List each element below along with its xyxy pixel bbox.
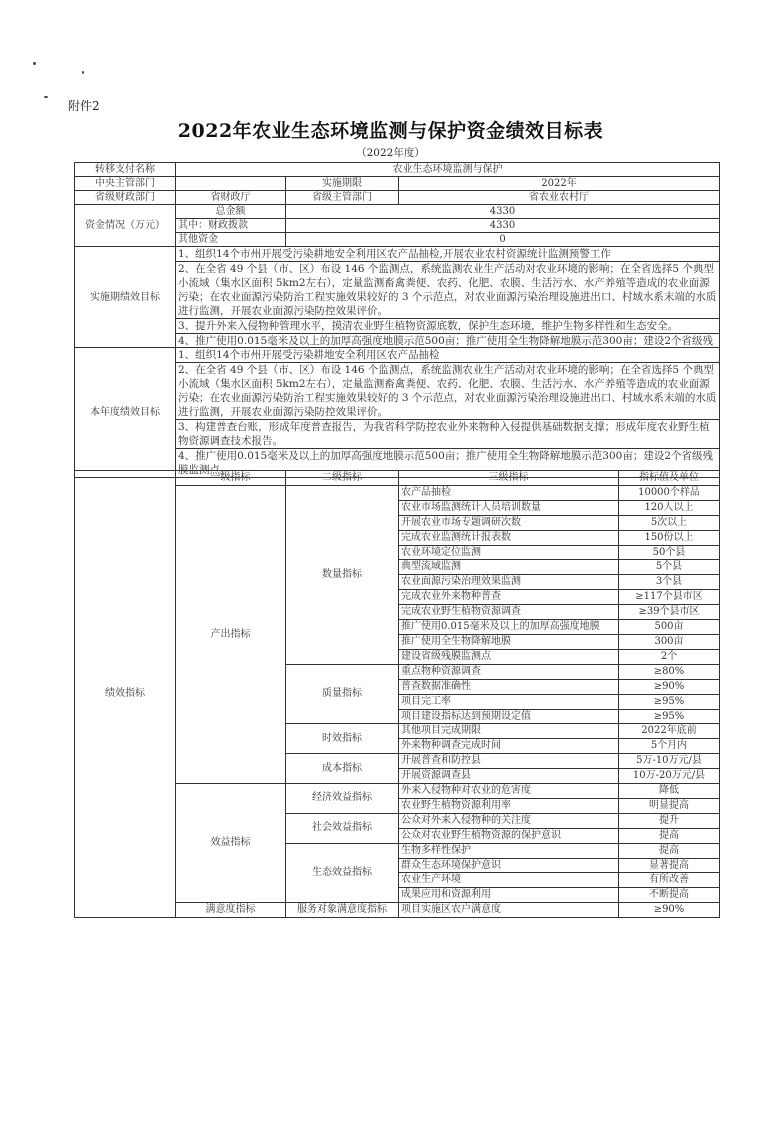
period-goal-item: 2、在全省 49 个县（市、区）布设 146 个监测点，系统监测农业生产活动对农业环境的影响；在全省选择5 个典型小流域（集水区面积 5km2左右），定量监测畜禽粪便、农药、化肥、农膜、生活污水、水产养殖等造成的农业面源污染；在农业面源污染防治工程实施效果较好的 3 个示范点，对农业面源污染治理设施进出口、村域水系末端的水质进行监测，开展农业面源污染防控效果评价。 (176, 262, 720, 319)
indicator-value: 120人以上 (619, 500, 720, 515)
level1-indicator: 满意度指标 (176, 903, 286, 918)
prov-dept-value: 省农业农村厅 (399, 191, 720, 205)
central-dept-value (176, 177, 286, 191)
indicator-value: ≥90% (619, 903, 720, 918)
level3-indicator: 农业环境定位监测 (399, 545, 619, 560)
indicator-value: 明显提高 (619, 798, 720, 813)
level2-indicator: 数量指标 (286, 485, 399, 664)
year-goals-label: 本年度绩效目标 (75, 348, 176, 478)
indicator-value: ≥117个县市区 (619, 590, 720, 605)
level2-indicator: 成本指标 (286, 754, 399, 784)
indicator-value: 提升 (619, 813, 720, 828)
level3-indicator: 农业市场监测统计人员培训数量 (399, 500, 619, 515)
table-row (75, 177, 720, 191)
basic-info-table (74, 162, 720, 478)
level3-indicator: 开展农业市场专题调研次数 (399, 515, 619, 530)
level3-indicator: 重点物种资源调查 (399, 664, 619, 679)
indicator-value: 150份以上 (619, 530, 720, 545)
prov-finance-value: 省财政厅 (176, 191, 286, 205)
scan-speck (33, 62, 36, 65)
fiscal-value: 4330 (286, 219, 720, 233)
indicator-value: 10万-20万元/县 (619, 769, 720, 784)
level3-indicator: 其他项目完成期限 (399, 724, 619, 739)
level3-indicator: 普查数据准确性 (399, 679, 619, 694)
indicator-value: 300亩 (619, 634, 720, 649)
level3-indicator: 公众对外来入侵物种的关注度 (399, 813, 619, 828)
scan-speck (44, 96, 48, 98)
indicator-value: 有所改善 (619, 873, 720, 888)
central-dept-label: 中央主管部门 (75, 177, 176, 191)
year-goal-item: 2、在全省 49 个县（市、区）布设 146 个监测点，系统监测农业生产活动对农业环境的影响；在全省选择5 个典型小流域（集水区面积 5km2左右），定量监测畜禽粪便、农药、化肥、农膜、生活污水、水产养殖等造成的农业面源污染；在农业面源污染防治工程实施效果较好的 3 个示范点，对农业面源污染治理设施进出口、村域水系末端的水质进行监测，开展农业面源污染防控效果评价。 (176, 363, 720, 420)
other-label: 其他资金 (176, 233, 286, 247)
level2-indicator: 经济效益指标 (286, 784, 399, 814)
level3-indicator: 完成农业野生植物资源调查 (399, 605, 619, 620)
year-goal-item: 4、推广使用0.015毫米及以上的加厚高强度地膜示范500亩；推广使用全生物降解地膜示范300亩；建设2个省级残膜监测点。 (176, 449, 720, 478)
level2-indicator: 服务对象满意度指标 (286, 903, 399, 918)
indicator-value: 5个月内 (619, 739, 720, 754)
period-goals-label: 实施期绩效目标 (75, 247, 176, 348)
period-goal-item: 1、组织14个市州开展受污染耕地安全利用区农产品抽检,开展农业农村资源统计监测预警工作 (176, 247, 720, 262)
funds-label: 资金情况（万元） (75, 205, 176, 247)
indicator-value: 2个 (619, 649, 720, 664)
column-header: 二级指标 (286, 471, 399, 486)
level2-indicator: 生态效益指标 (286, 843, 399, 903)
level3-indicator: 项目完工率 (399, 694, 619, 709)
level1-indicator: 效益指标 (176, 784, 286, 903)
total-value: 4330 (286, 205, 720, 219)
indicator-value: 提高 (619, 828, 720, 843)
period-label: 实施期限 (286, 177, 399, 191)
transfer-name-label: 转移支付名称 (75, 163, 176, 177)
level3-indicator: 完成农业监测统计报表数 (399, 530, 619, 545)
indicator-value: 5个县 (619, 560, 720, 575)
indicator-value: ≥39个县市区 (619, 605, 720, 620)
year-goal-item: 3、构建普查台账，形成年度普查报告，为我省科学防控农业外来物种入侵提供基础数据支撑；形成年度农业野生植物资源调查技术报告。 (176, 420, 720, 449)
year-goal-item: 1、组织14个市州开展受污染耕地安全利用区农产品抽检 (176, 348, 720, 363)
level3-indicator: 典型流域监测 (399, 560, 619, 575)
level3-indicator: 成果应用和资源利用 (399, 888, 619, 903)
indicator-value: ≥90% (619, 679, 720, 694)
indicator-value: 500亩 (619, 620, 720, 635)
indicator-value: 5万-10万元/县 (619, 754, 720, 769)
level3-indicator: 建设省级残膜监测点 (399, 649, 619, 664)
table-row (75, 247, 720, 262)
table-row (75, 205, 720, 219)
period-goal-item: 4、推广使用0.015毫米及以上的加厚高强度地膜示范500亩；推广使用全生物降解地膜示范300亩；建设2个省级残 (178, 335, 714, 347)
indicator-value: 显著提高 (619, 858, 720, 873)
level3-indicator: 生物多样性保护 (399, 843, 619, 858)
level2-indicator: 社会效益指标 (286, 813, 399, 843)
level3-indicator: 开展资源调查县 (399, 769, 619, 784)
level3-indicator: 项目建设指标达到预期设定值 (399, 709, 619, 724)
indicator-value: 50个县 (619, 545, 720, 560)
table-row (75, 348, 720, 363)
table-header-row (75, 471, 720, 486)
document-subtitle: （2022年度） (356, 147, 425, 159)
level3-indicator: 外来物种调查完成时间 (399, 739, 619, 754)
level3-indicator: 农业野生植物资源利用率 (399, 798, 619, 813)
table-row (75, 191, 720, 205)
indicator-value: ≥80% (619, 664, 720, 679)
level3-indicator: 外来入侵物种对农业的危害度 (399, 784, 619, 799)
indicator-value: 降低 (619, 784, 720, 799)
performance-label: 绩效指标 (75, 471, 176, 918)
prov-dept-label: 省级主管部门 (286, 191, 399, 205)
other-value: 0 (286, 233, 720, 247)
indicator-value: 不断提高 (619, 888, 720, 903)
transfer-name-value: 农业生态环境监测与保护 (176, 163, 720, 177)
level3-indicator: 完成农业外来物种普查 (399, 590, 619, 605)
level2-indicator: 时效指标 (286, 724, 399, 754)
total-label: 总金额 (176, 205, 286, 219)
level2-indicator: 质量指标 (286, 664, 399, 724)
period-value: 2022年 (399, 177, 720, 191)
indicator-value: ≥95% (619, 694, 720, 709)
level3-indicator: 农业生产环境 (399, 873, 619, 888)
column-header: 一级指标 (176, 471, 286, 486)
performance-table (74, 470, 720, 918)
period-goal-item-cell (176, 334, 720, 348)
indicator-value: 提高 (619, 843, 720, 858)
level3-indicator: 项目实施区农户满意度 (399, 903, 619, 918)
indicator-value: 10000个样品 (619, 485, 720, 500)
indicator-value: 3个县 (619, 575, 720, 590)
column-header: 三级指标 (399, 471, 619, 486)
level1-indicator: 产出指标 (176, 485, 286, 783)
period-goal-item: 3、提升外来入侵物种管理水平，摸清农业野生植物资源底数，保护生态环境，维护生物多样性和生态安全。 (176, 319, 720, 334)
level3-indicator: 推广使用0.015毫米及以上的加厚高强度地膜 (399, 620, 619, 635)
column-header: 指标值及单位 (619, 471, 720, 486)
table-row (75, 163, 720, 177)
fiscal-label: 其中：财政拨款 (176, 219, 286, 233)
prov-finance-label: 省级财政部门 (75, 191, 176, 205)
level3-indicator: 开展普查和防控县 (399, 754, 619, 769)
document-title: 2022年农业生态环境监测与保护资金绩效目标表 (177, 120, 604, 142)
indicator-value: 2022年底前 (619, 724, 720, 739)
level3-indicator: 群众生态环境保护意识 (399, 858, 619, 873)
indicator-value: 5次以上 (619, 515, 720, 530)
level3-indicator: 公众对农业野生植物资源的保护意识 (399, 828, 619, 843)
scan-speck (82, 71, 84, 74)
level3-indicator: 推广使用全生物降解地膜 (399, 634, 619, 649)
attachment-label: 附件2 (68, 99, 100, 113)
level3-indicator: 农产品抽检 (399, 485, 619, 500)
level3-indicator: 农业面源污染治理效果监测 (399, 575, 619, 590)
indicator-value: ≥95% (619, 709, 720, 724)
